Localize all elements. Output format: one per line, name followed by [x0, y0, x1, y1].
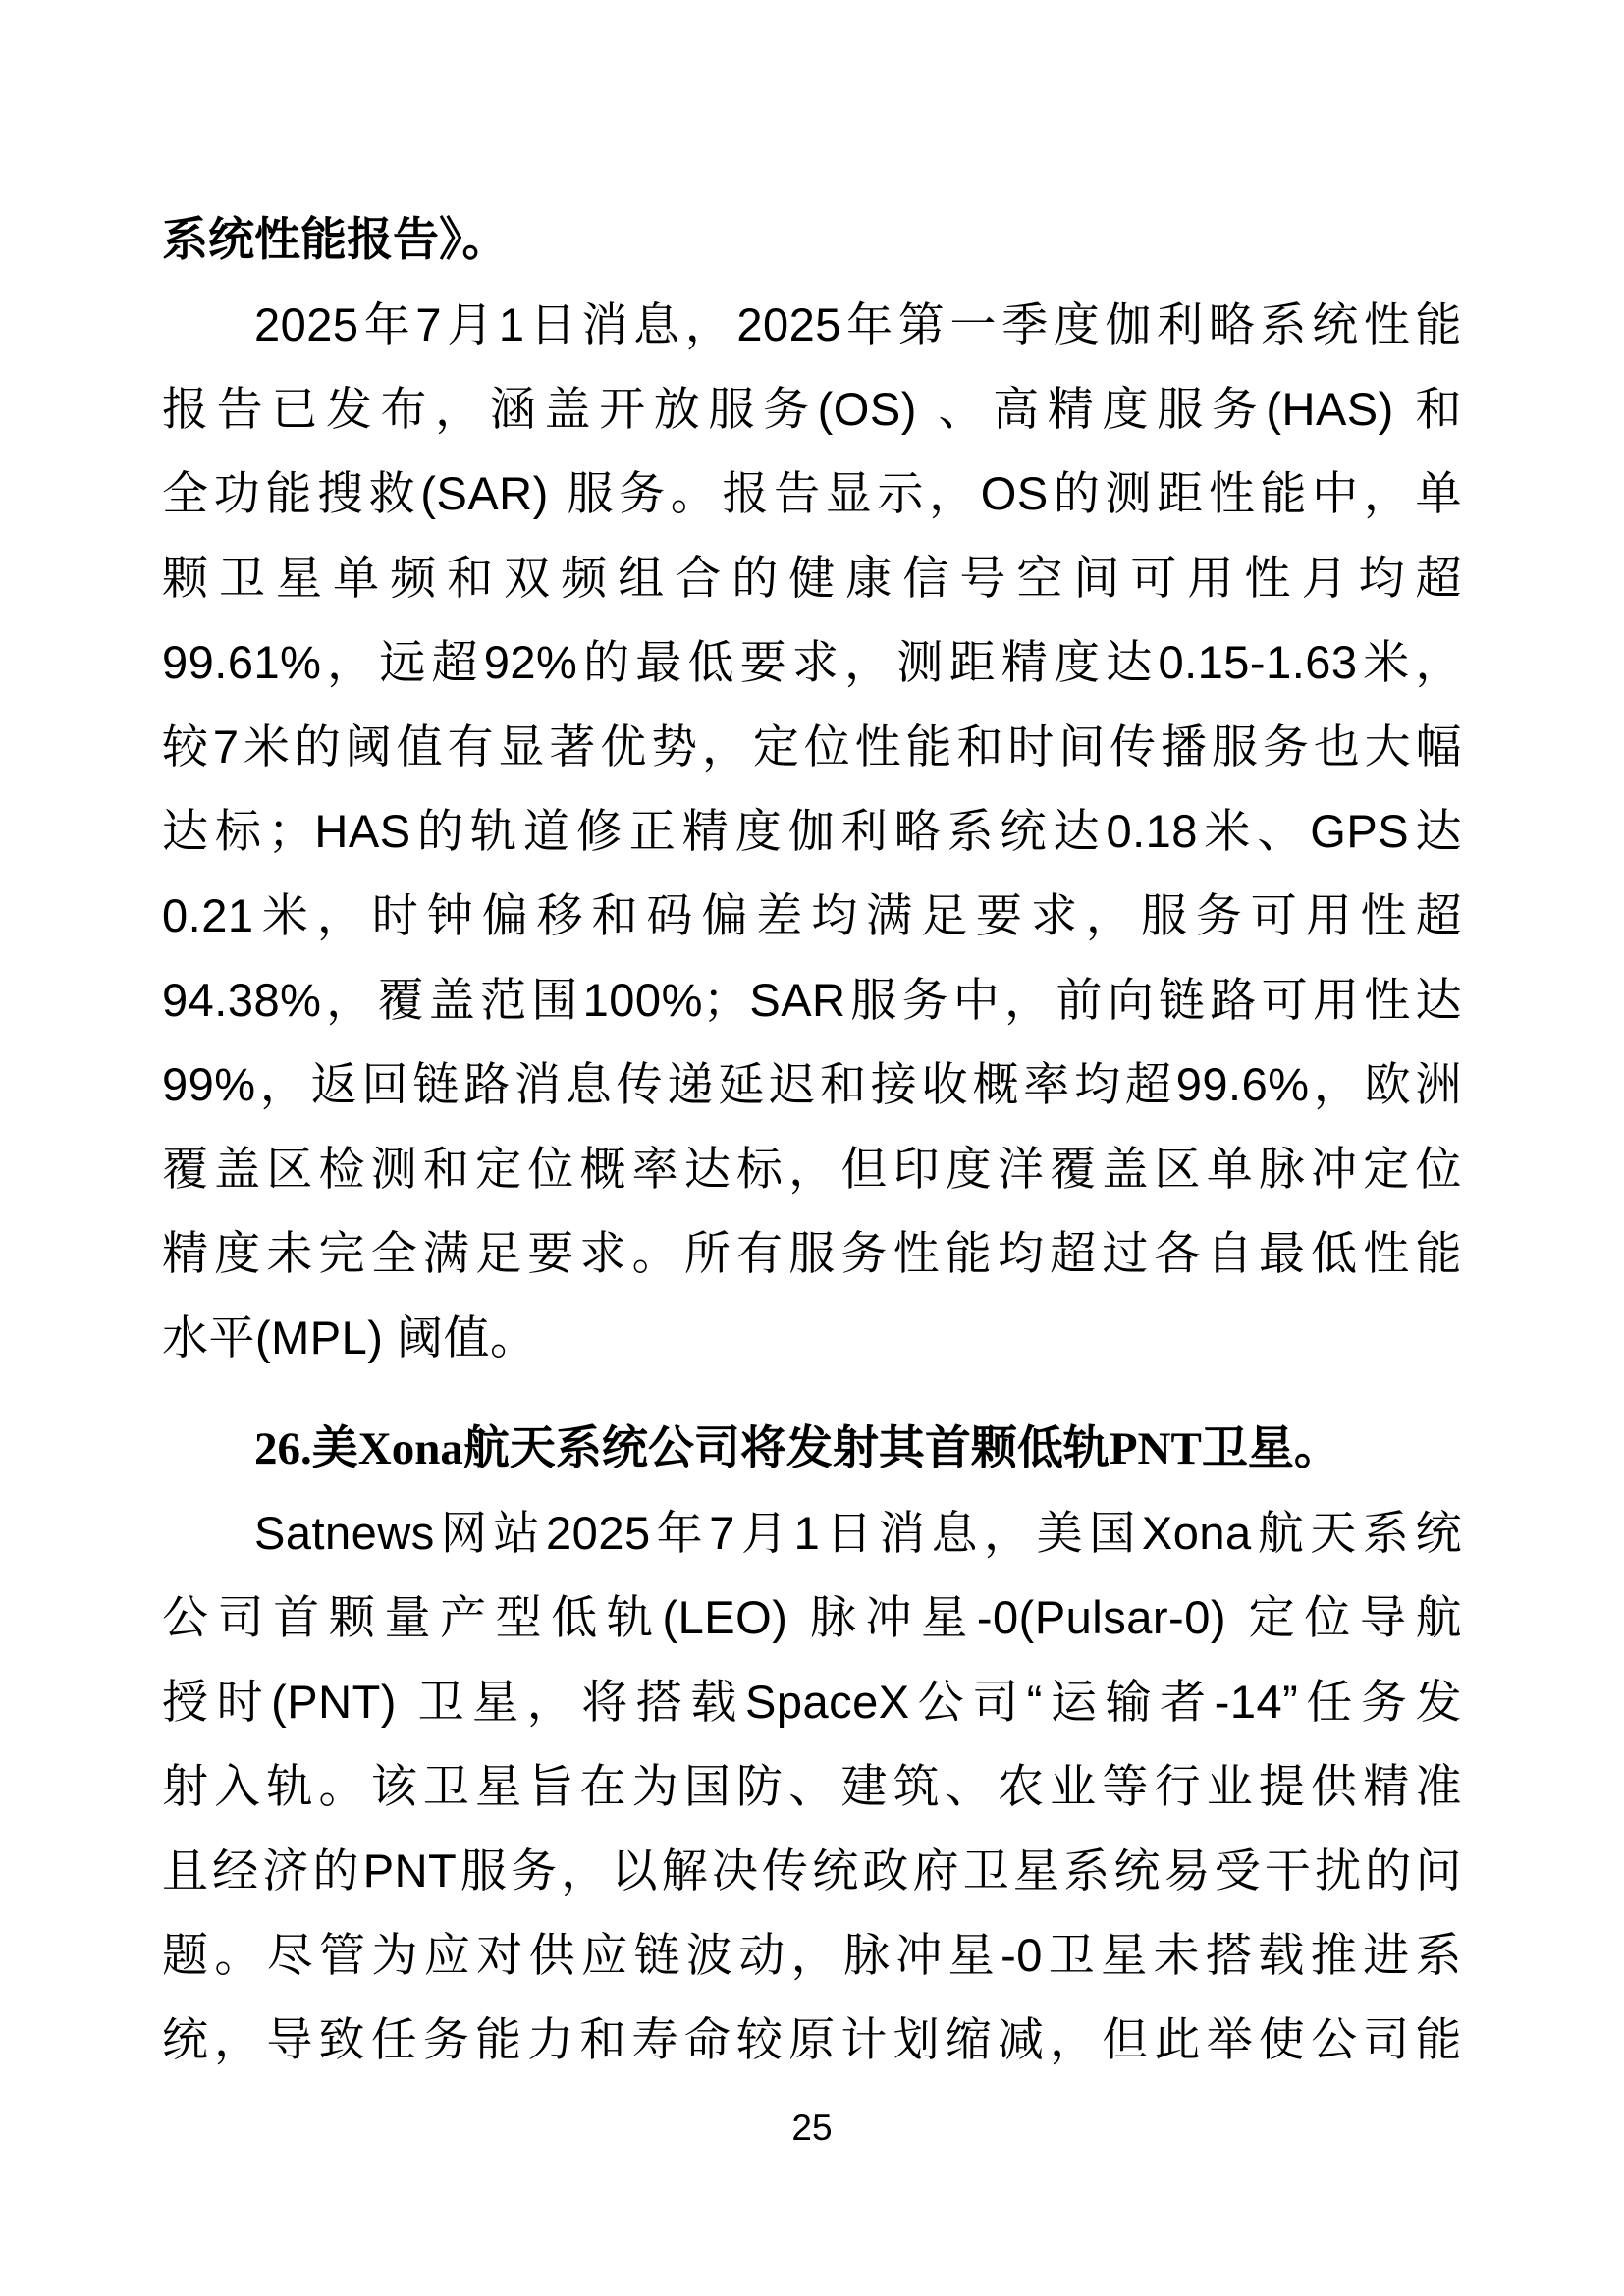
- paragraph-line: 2025年7月1日消息，2025年第一季度伽利略系统性能: [254, 298, 1462, 350]
- page-number: 25: [791, 2108, 833, 2148]
- paragraph-line: Satnews网站2025年7月1日消息，美国Xona航天系统: [254, 1507, 1462, 1559]
- paragraph-line: 较7米的阈值有显著优势，定位性能和时间传播服务也大幅: [162, 721, 1462, 773]
- paragraph-line: 精度未完全满足要求。所有服务性能均超过各自最低性能: [162, 1227, 1462, 1279]
- paragraph-galileo-report: [162, 283, 1462, 1380]
- paragraph-line: 水平(MPL) 阈值。: [162, 1311, 537, 1363]
- paragraph-line: 颗卫星单频和双频组合的健康信号空间可用性月均超: [162, 552, 1462, 604]
- paragraph-line: 题。尽管为应对供应链波动，脉冲星-0卫星未搭载推进系: [162, 1929, 1462, 1981]
- heading-continuation: 系统性能报告》。: [162, 215, 509, 266]
- paragraph-line: 且经济的PNT服务，以解决传统政府卫星系统易受干扰的问: [162, 1844, 1462, 1896]
- paragraph-line: 统，导致任务能力和寿命较原计划缩减，但此举使公司能: [162, 2013, 1462, 2065]
- paragraph-line: 报告已发布，涵盖开放服务(OS) 、高精度服务(HAS) 和: [162, 383, 1462, 435]
- paragraph-line: 99.61%，远超92%的最低要求，测距精度达0.15-1.63米，: [162, 636, 1462, 688]
- paragraph-line: 94.38%，覆盖范围100%；SAR服务中，前向链路可用性达: [162, 974, 1462, 1026]
- paragraph-line: 达标；HAS的轨道修正精度伽利略系统达0.18米、GPS达: [162, 805, 1462, 857]
- page-content: [162, 198, 1462, 2082]
- paragraph-line: 覆盖区检测和定位概率达标，但印度洋覆盖区单脉冲定位: [162, 1143, 1462, 1195]
- paragraph-line: 全功能搜救(SAR) 服务。报告显示，OS的测距性能中，单: [162, 467, 1462, 519]
- paragraph-line: 授时(PNT) 卫星，将搭载SpaceX公司“运输者-14”任务发: [162, 1676, 1462, 1728]
- paragraph-line: 99%，返回链路消息传递延迟和接收概率均超99.6%，欧洲: [162, 1058, 1462, 1110]
- paragraph-xona-satellite: [162, 1491, 1462, 2082]
- paragraph-line: 公司首颗量产型低轨(LEO) 脉冲星-0(Pulsar-0) 定位导航: [162, 1591, 1462, 1643]
- paragraph-line: 0.21米，时钟偏移和码偏差均满足要求，服务可用性超: [162, 889, 1462, 941]
- section-heading-26: 26.美Xona航天系统公司将发射其首颗低轨PNT卫星。: [254, 1423, 1340, 1474]
- paragraph-line: 射入轨。该卫星旨在为国防、建筑、农业等行业提供精准: [162, 1760, 1462, 1812]
